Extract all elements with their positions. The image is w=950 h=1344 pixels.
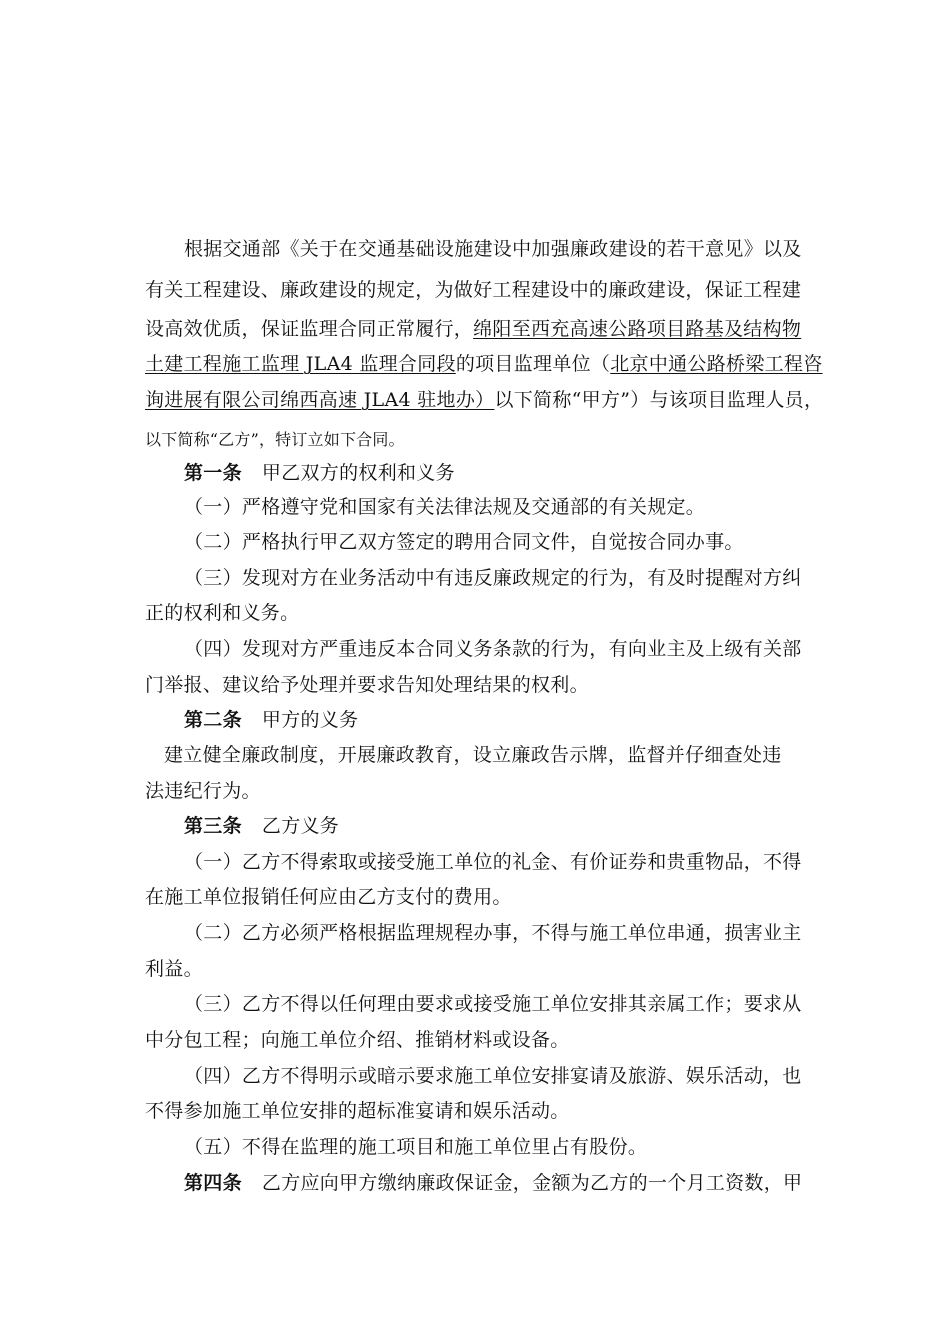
article-3-item-3-cont: [145, 1027, 570, 1053]
text-run: 门举报、建议给予处理并要求告知处理结果的权利。: [145, 674, 589, 696]
text-run: 乙方应向甲方缴纳廉政保证金，金额为乙方的一个月工资数，甲: [261, 1172, 803, 1194]
article-1-item-3-cont: [145, 600, 299, 626]
article-number: 第二条: [184, 709, 242, 731]
article-number: 第三条: [184, 815, 242, 837]
text-run: 中分包工程；向施工单位介绍、推销材料或设备。: [145, 1029, 570, 1051]
article-3-item-4: [184, 1063, 802, 1089]
text-run: （四）发现对方严重违反本合同义务条款的行为，有向业主及上级有关部: [184, 638, 802, 660]
article-number: 第一条: [184, 462, 242, 484]
text-run: （三）发现对方在业务活动中有违反廉政规定的行为，有及时提醒对方纠: [184, 567, 802, 589]
article-3-item-2: [184, 920, 802, 946]
text-run: （一）乙方不得索取或接受施工单位的礼金、有价证券和贵重物品，不得: [184, 851, 802, 873]
contract-section-underlined: 土建工程施工监理 JLA4 监理合同段: [145, 353, 456, 375]
article-3-heading: [184, 813, 339, 839]
text-run: 设高效优质，保证监理合同正常履行，: [145, 318, 474, 340]
article-3-item-2-cont: [145, 956, 203, 982]
text-run: （三）乙方不得以任何理由要求或接受施工单位安排其亲属工作；要求从: [184, 993, 802, 1015]
article-4-heading: [184, 1170, 802, 1196]
article-number: 第四条: [184, 1172, 242, 1194]
intro-line-5: [145, 387, 823, 413]
text-run: 建立健全廉政制度，开展廉政教育，设立廉政告示牌，监督并仔细查处违: [164, 744, 782, 766]
article-1-item-1: [184, 494, 705, 520]
text-run: 正的权利和义务。: [145, 602, 300, 624]
intro-line-6: [145, 427, 405, 453]
article-1-item-4-cont: [145, 672, 589, 698]
text-run: 利益。: [145, 958, 203, 980]
article-2-heading: [184, 707, 358, 733]
article-1-item-4: [184, 636, 802, 662]
text-run: 不得参加施工单位安排的超标准宴请和娱乐活动。: [145, 1100, 570, 1122]
article-1-item-3: [184, 565, 802, 591]
text-run: （四）乙方不得明示或暗示要求施工单位安排宴请及旅游、娱乐活动，也: [184, 1065, 802, 1087]
article-title: 甲乙双方的权利和义务: [261, 462, 455, 484]
project-name-underlined: 绵阳至西充高速公路项目路基及结构物: [473, 318, 802, 340]
text-run: 有关工程建设、廉政建设的规定，为做好工程建设中的廉政建设，保证工程建: [145, 279, 802, 301]
article-3-item-1: [184, 849, 802, 875]
article-3-item-5: [184, 1134, 647, 1160]
text-run: 在施工单位报销任何应由乙方支付的费用。: [145, 886, 512, 908]
text-run: 法违纪行为。: [145, 780, 261, 802]
intro-line-4: [145, 351, 823, 377]
text-run: 根据交通部《关于在交通基础设施建设中加强廉政建设的若干意见》以及: [184, 238, 802, 260]
article-title: 甲方的义务: [261, 709, 359, 731]
intro-line-3: [145, 316, 801, 342]
intro-line-2: [145, 277, 801, 303]
article-title: 乙方义务: [261, 815, 340, 837]
article-3-item-1-cont: [145, 884, 512, 910]
text-run: （二）乙方必须严格根据监理规程办事，不得与施工单位串通，损害业主: [184, 922, 802, 944]
article-3-item-4-cont: [145, 1098, 570, 1124]
text-run: （二）严格执行甲乙双方签定的聘用合同文件，自觉按合同办事。: [184, 531, 744, 553]
company-name-underlined: 询进展有限公司绵西高速 JLA4 驻地办）: [145, 389, 495, 411]
article-1-heading: [184, 460, 455, 486]
article-2-para-cont: [145, 778, 261, 804]
text-run: （五）不得在监理的施工项目和施工单位里占有股份。: [184, 1136, 648, 1158]
article-2-para: [164, 742, 782, 768]
text-run: （一）严格遵守党和国家有关法律法规及交通部的有关规定。: [184, 496, 706, 518]
article-1-item-2: [184, 529, 744, 555]
text-run: 的项目监理单位（: [455, 353, 611, 375]
article-3-item-3: [184, 991, 802, 1017]
text-run: 以下简称“乙方”，特订立如下合同。: [145, 430, 405, 449]
intro-line-1: [184, 236, 802, 262]
company-name-underlined: 北京中通公路桥梁工程咨: [610, 353, 823, 375]
text-run: 以下简称“甲方”）与该项目监理人员，: [494, 389, 824, 411]
